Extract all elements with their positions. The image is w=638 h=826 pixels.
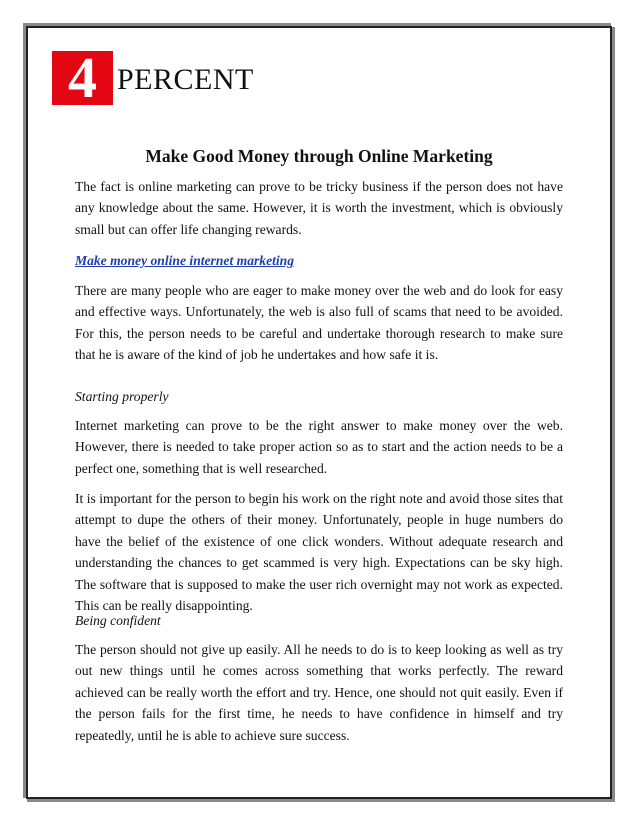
subheading-being-confident: Being confident	[75, 613, 161, 628]
page-title: Make Good Money through Online Marketing	[145, 146, 493, 166]
logo-mark: 4	[52, 51, 113, 105]
subheading-starting-properly: Starting properly	[75, 389, 169, 404]
paragraph-4: It is important for the person to begin his work on the right note and avoid those sites that attempt to dupe the others of their money. Unfortunately, people in huge numbers do have the belief of the existence of one click wonders. Without adequate research and understanding the chances to get scammed is very high. Expectations can be sky high. The software that is supposed to make the user rich overnight may not work as expected. This can be really disappointing.	[75, 491, 563, 614]
logo-text: PERCENT	[117, 63, 254, 96]
paragraph-2: There are many people who are eager to make money over the web and do look for easy and effective ways. Unfortunately, the web is also full of scams that need to be avoided. For this, the person needs to be careful and undertake thorough research to make sure that he is aware of the kind of job he undertakes and how safe it is.	[75, 283, 563, 363]
paragraph-5: The person should not give up easily. All he needs to do is to keep looking as well as try out new things until he comes across something that works perfectly. The reward achieved can be really worth the effort and try. Hence, one should not quit easily. Even if the person fails for the first time, he needs to have confidence in himself and try repeatedly, until he is able to achieve sure success.	[75, 642, 563, 743]
article-link[interactable]: Make money online internet marketing	[75, 253, 295, 268]
paragraph-3: Internet marketing can prove to be the right answer to make money over the web. However, there is needed to take proper action so as to start and the action needs to be a perfect one, something that is well researched.	[75, 418, 563, 476]
paragraph-1: The fact is online marketing can prove to be tricky business if the person does not have any knowledge about the same. However, it is worth the investment, which is obviously small but can offer life changing rewards.	[75, 179, 563, 237]
